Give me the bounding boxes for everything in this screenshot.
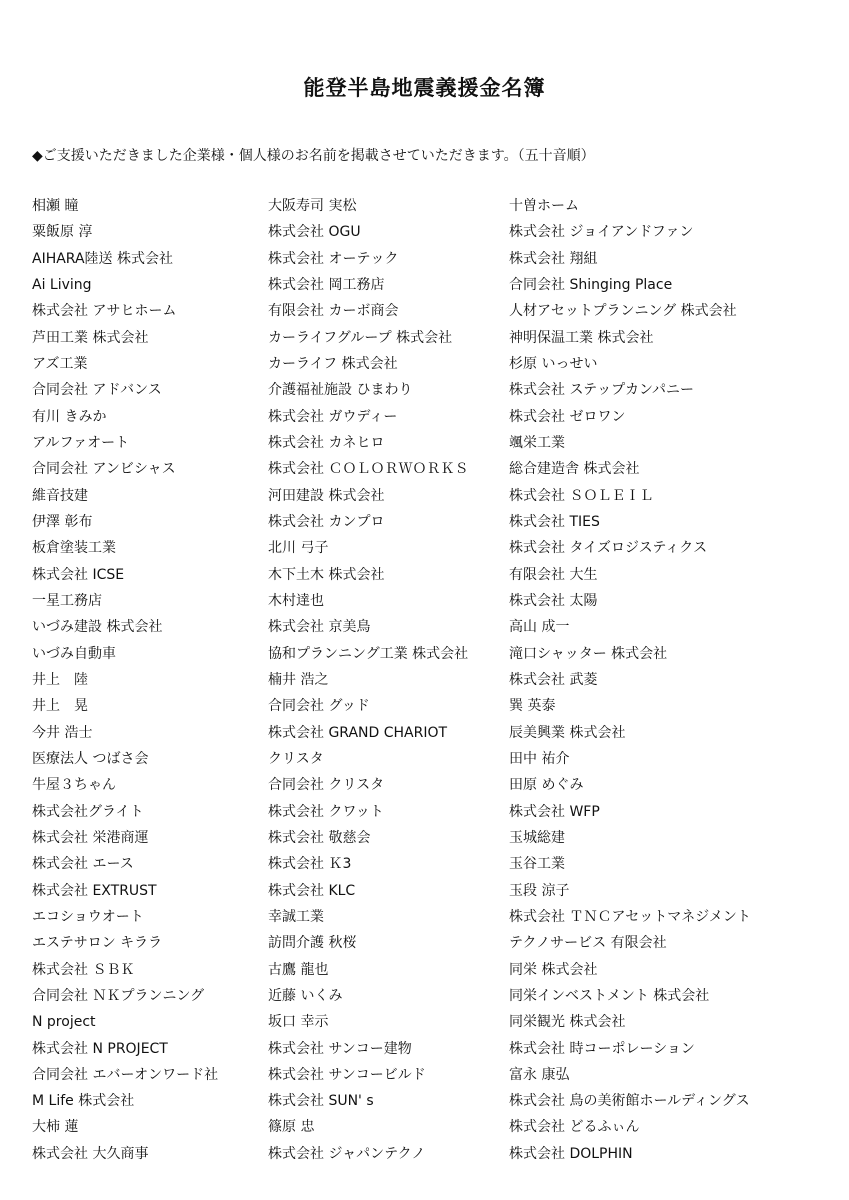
donor-name: 株式会社 カネヒロ — [268, 434, 385, 451]
donor-name: 株式会社 岡工務店 — [268, 276, 385, 293]
donor-name: 玉段 涼子 — [509, 882, 570, 899]
donor-name: 株式会社 翔組 — [509, 250, 598, 267]
donor-name: N project — [32, 1014, 96, 1031]
donor-name: クリスタ — [268, 750, 324, 767]
donor-name: 株式会社 時コーポレーション — [509, 1040, 695, 1057]
donor-name: 介護福祉施設 ひまわり — [268, 382, 413, 399]
donor-name: 株式会社 栄港商運 — [32, 829, 149, 846]
donor-name: 玉城総建 — [509, 829, 565, 846]
donor-name: 合同会社 クリスタ — [268, 777, 385, 794]
donor-name: 古鷹 龍也 — [268, 961, 329, 978]
donor-name: 株式会社 ＳＢＫ — [32, 961, 135, 978]
donor-name: 株式会社 京美鳥 — [268, 619, 371, 636]
donor-name: 木村達也 — [268, 592, 324, 609]
donor-name: 株式会社 ICSE — [32, 566, 125, 583]
page-title: 能登半島地震義援金名簿 — [303, 76, 546, 100]
donor-name: 大柿 蓮 — [32, 1119, 79, 1136]
donor-name: エステサロン キララ — [32, 935, 163, 952]
donor-name: 井上 晃 — [32, 698, 88, 715]
donor-name: 維音技建 — [32, 487, 88, 504]
donor-column-2 — [268, 196, 504, 1170]
donor-name: 株式会社 敬慈会 — [268, 829, 371, 846]
donor-name: アルファオート — [32, 434, 130, 451]
donor-name: 株式会社 KLC — [268, 882, 356, 899]
donor-name: 株式会社 クワット — [268, 803, 384, 820]
donor-name: エコショウオート — [32, 908, 144, 925]
donor-name: 株式会社 ＳＯＬＥＩＬ — [509, 487, 654, 504]
donor-name: 株式会社 太陽 — [509, 592, 598, 609]
donor-name: 合同会社 エバーオンワード社 — [32, 1066, 219, 1083]
donor-name: M Life 株式会社 — [32, 1093, 135, 1110]
donor-name: 富永 康弘 — [509, 1066, 570, 1083]
donor-name: 株式会社 ガウディー — [268, 408, 398, 425]
donor-name: AIHARA陸送 株式会社 — [32, 250, 173, 267]
donor-name: 有川 きみか — [32, 408, 107, 425]
donor-name: 颯栄工業 — [509, 434, 565, 451]
donor-name: 篠原 忠 — [268, 1119, 315, 1136]
donor-name: 株式会社 オーテック — [268, 250, 399, 267]
donor-name: 株式会社 WFP — [509, 803, 600, 820]
intro-text: ◆ご支援いただきました企業様・個人様のお名前を掲載させていただきます。（五十音順） — [32, 148, 595, 164]
donor-name: 総合建造舎 株式会社 — [509, 461, 640, 478]
donor-name: いづみ建設 株式会社 — [32, 619, 163, 636]
donor-name: 玉谷工業 — [509, 856, 565, 873]
donor-name: 同栄インベストメント 株式会社 — [509, 987, 710, 1004]
donor-name: 神明保温工業 株式会社 — [509, 329, 654, 346]
donor-name: 株式会社 ゼロワン — [509, 408, 626, 425]
donor-name: 株式会社 TIES — [509, 513, 600, 530]
donor-name: 田原 めぐみ — [509, 777, 584, 794]
donor-column-3 — [509, 196, 839, 1170]
donor-name: 株式会社 ＴＮＣアセットマネジメント — [509, 908, 751, 925]
donor-name: 巽 英泰 — [509, 698, 556, 715]
donor-name: 杉原 いっせい — [509, 355, 598, 372]
donor-name: 株式会社 Ｋ3 — [268, 856, 352, 873]
donor-name: 一星工務店 — [32, 592, 102, 609]
donor-name: 合同会社 Shinging Place — [509, 276, 673, 293]
donor-name: 株式会社 エース — [32, 856, 134, 873]
donor-name: 有限会社 大生 — [509, 566, 598, 583]
donor-name: 合同会社 アンビシャス — [32, 461, 176, 478]
donor-name: 木下土木 株式会社 — [268, 566, 385, 583]
donor-name: 株式会社 ＣＯＬＯＲＷＯＲＫＳ — [268, 461, 469, 478]
donor-name: 株式会社 タイズロジスティクス — [509, 540, 708, 557]
donor-name: 合同会社 アドバンス — [32, 382, 162, 399]
donor-name: 幸誠工業 — [268, 908, 324, 925]
donor-name: 伊澤 彰布 — [32, 513, 93, 530]
donor-name: 田中 祐介 — [509, 750, 570, 767]
donor-name: 大阪寿司 実松 — [268, 198, 357, 214]
donor-name: 近藤 いくみ — [268, 987, 343, 1004]
donor-name: 株式会社 ジャパンテクノ — [268, 1145, 426, 1162]
donor-name: 人材アセットプランニング 株式会社 — [509, 303, 737, 320]
donor-name: 株式会社 アサヒホーム — [32, 303, 177, 320]
donor-name: 株式会社 OGU — [268, 224, 361, 241]
donor-name: 相瀬 瞳 — [32, 198, 79, 214]
donor-name: 株式会社 DOLPHIN — [509, 1145, 633, 1162]
donor-name: テクノサービス 有限会社 — [509, 935, 667, 952]
donor-name: 医療法人 つばさ会 — [32, 750, 149, 767]
donor-name: 株式会社 どるふぃん — [509, 1119, 640, 1136]
donor-name: 株式会社 SUN' s — [268, 1093, 374, 1110]
donor-name: 楠井 浩之 — [268, 671, 329, 688]
donor-name: 粟飯原 淳 — [32, 224, 93, 241]
donor-column-1 — [32, 196, 260, 1170]
donor-name: 合同会社 ＮＫプランニング — [32, 987, 205, 1004]
donor-name: 株式会社 武菱 — [509, 671, 598, 688]
donor-name: 辰美興業 株式会社 — [509, 724, 626, 741]
donor-name: 同栄 株式会社 — [509, 961, 598, 978]
donor-name: 今井 浩士 — [32, 724, 93, 741]
donor-name: 株式会社 サンコービルド — [268, 1066, 426, 1083]
donor-name: いづみ自動車 — [32, 645, 116, 662]
donor-name: 河田建設 株式会社 — [268, 487, 385, 504]
donor-name: 滝口シャッター 株式会社 — [509, 645, 668, 662]
donor-name: 株式会社 サンコー建物 — [268, 1040, 412, 1057]
donor-name: 株式会社 N PROJECT — [32, 1040, 168, 1057]
donor-name: 株式会社 カンプロ — [268, 513, 385, 530]
donor-name: アズ工業 — [32, 355, 88, 372]
donor-name: 合同会社 グッド — [268, 698, 370, 715]
donor-name: 株式会社 鳥の美術館ホールディングス — [509, 1093, 750, 1110]
donor-name: Ai Living — [32, 276, 92, 293]
donor-name: 北川 弓子 — [268, 540, 329, 557]
donor-name: 株式会社 ステップカンパニー — [509, 382, 695, 399]
donor-name: 板倉塗装工業 — [32, 540, 116, 557]
donor-name: 株式会社 EXTRUST — [32, 882, 157, 899]
donor-name: 株式会社 ジョイアンドファン — [509, 224, 694, 241]
donor-name: 株式会社 大久商事 — [32, 1145, 149, 1162]
donor-name: カーライフ 株式会社 — [268, 355, 398, 372]
donor-name: 協和プランニング工業 株式会社 — [268, 645, 469, 662]
donor-name: 芦田工業 株式会社 — [32, 329, 149, 346]
donor-name: 井上 陸 — [32, 671, 88, 688]
donor-name: 有限会社 カーボ商会 — [268, 303, 399, 320]
donor-name: 訪問介護 秋桜 — [268, 935, 357, 952]
donor-name: 十曽ホーム — [509, 198, 579, 214]
donor-name: 株式会社 GRAND CHARIOT — [268, 724, 448, 741]
donor-name: 牛屋３ちゃん — [32, 777, 116, 794]
donor-name: 高山 成一 — [509, 619, 570, 636]
donor-name: 株式会社グライト — [32, 803, 144, 820]
donor-name: カーライフグループ 株式会社 — [268, 329, 453, 346]
donor-name: 坂口 幸示 — [268, 1014, 329, 1031]
donor-name: 同栄観光 株式会社 — [509, 1014, 626, 1031]
